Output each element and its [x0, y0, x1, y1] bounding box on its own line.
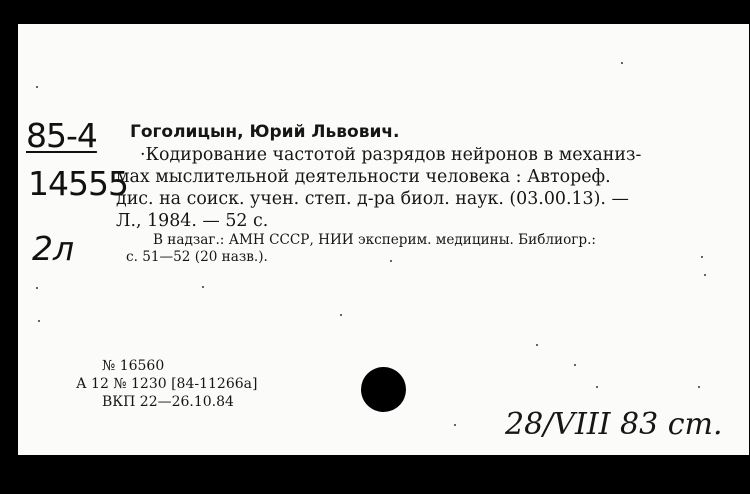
stamp-accession: А 12 № 1230 [84-11266а]	[76, 376, 258, 392]
title-line-4: Л., 1984. — 52 с.	[116, 211, 269, 231]
dust-speck	[536, 344, 538, 346]
dust-speck	[36, 287, 38, 289]
dust-speck	[701, 256, 703, 258]
dust-speck	[390, 260, 392, 262]
catalog-card	[18, 24, 749, 455]
dust-speck	[38, 320, 40, 322]
dust-speck	[340, 314, 342, 316]
call-mark: 2л	[32, 229, 75, 268]
dust-speck	[704, 274, 706, 276]
dust-speck	[202, 286, 204, 288]
note-line-1: В надзаг.: АМН СССР, НИИ эксперим. медицины. Библиогр.:	[153, 232, 596, 248]
dust-speck	[454, 424, 456, 426]
author-name: Гоголицын, Юрий Львович.	[130, 122, 400, 142]
stamp-vkp: ВКП 22—26.10.84	[102, 394, 234, 410]
dust-speck	[574, 364, 576, 366]
dust-speck	[36, 86, 38, 88]
stamp-number: № 16560	[102, 358, 165, 374]
dust-speck	[621, 62, 623, 64]
title-line-1: ·Кодирование частотой разрядов нейронов в механиз-	[140, 145, 642, 165]
call-number-2: 14555	[28, 164, 128, 203]
note-line-2: с. 51—52 (20 назв.).	[126, 249, 268, 265]
title-line-2: мах мыслительной деятельности человека : Автореф.	[116, 167, 611, 187]
title-line-3: дис. на соиск. учен. степ. д-ра биол. наук. (03.00.13). —	[116, 189, 629, 209]
handwritten-note: 28/VIII 83 ст.	[505, 407, 723, 442]
call-number-1: 85-4	[26, 116, 97, 155]
dust-speck	[596, 386, 598, 388]
dust-speck	[698, 386, 700, 388]
punch-hole	[361, 367, 406, 412]
